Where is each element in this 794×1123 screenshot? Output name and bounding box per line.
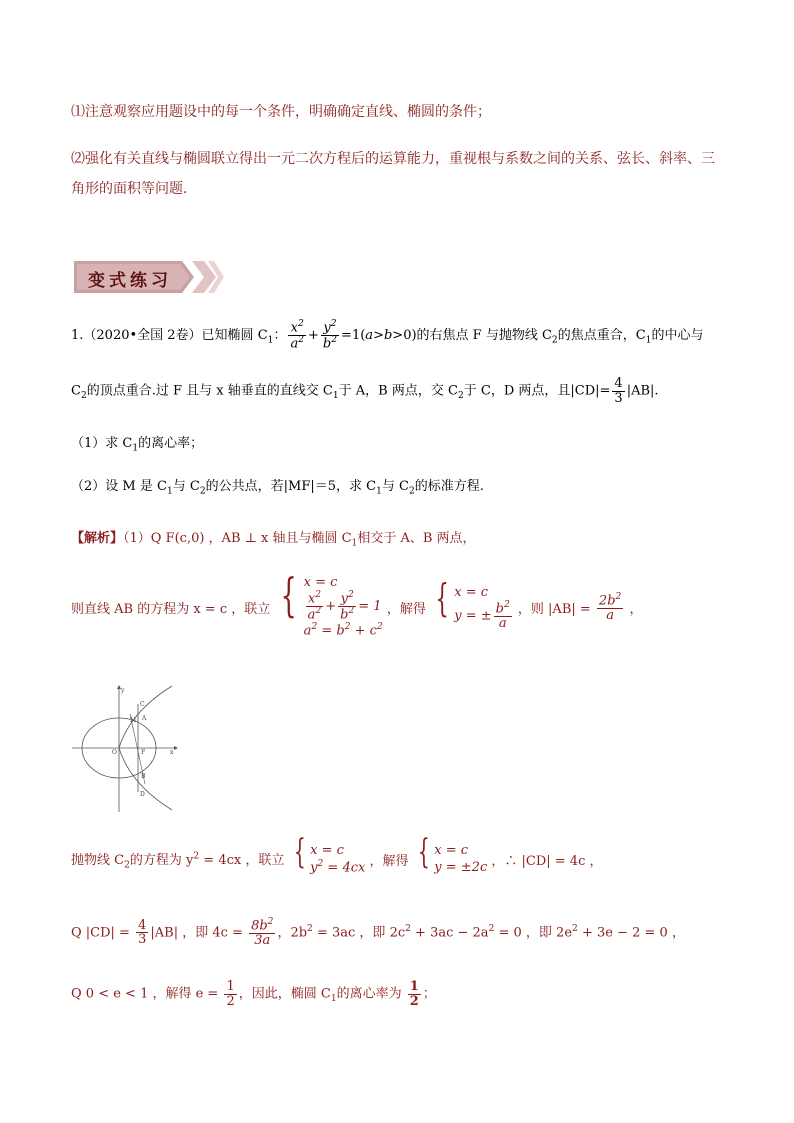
note-2-line-2: 角形的面积等问题． xyxy=(71,181,197,197)
note-2-line-1: ⑵强化有关直线与椭圆联立得出一元二次方程后的运算能力，重视根与系数之间的关系、弦长、斜率、三 xyxy=(71,151,715,167)
section-title: 变式练习 xyxy=(88,271,172,291)
ellipse-parabola-figure xyxy=(70,684,180,814)
problem-line-2: $C_2$的顶点重合.过 F 且与 x 轴垂直的直线交 $C_1$于 A，B 两点，交 $C_2$于 C，D 两点，且|CD|= $\frac{4}{3}$ |AB|. xyxy=(71,376,659,406)
svg-text:C: C xyxy=(140,701,145,708)
svg-text:x: x xyxy=(170,749,174,756)
question-1: （1）求 $C_1$的离心率； xyxy=(71,436,204,454)
solution-line-4: Q |CD| = $\frac{4}{3}$ |AB| ，即 4c = $\frac{8b^2}{3a}$ ，$2b^2 = 3ac$ ，即 $2c^2 + 3ac - 2a^2 = 0$ ，即 $2e^2 + 3e - 2 = 0$ ， xyxy=(71,917,685,948)
svg-text:F: F xyxy=(141,749,146,756)
svg-text:A: A xyxy=(142,715,147,722)
svg-text:M: M xyxy=(130,717,137,724)
svg-text:B: B xyxy=(141,773,146,780)
question-2: （2）设 M 是 $C_1$与 $C_2$的公共点，若|MF|＝5，求 $C_1$与 $C_2$的标准方程. xyxy=(71,479,484,497)
solution-line-3: 抛物线 $C_2$的方程为 $y^2 = 4cx$ ，联立 { x = c $y^2 = 4cx$ ，解得 { x = c y = ±2c ，∴ |CD| = 4c ， xyxy=(71,832,603,876)
svg-text:D: D xyxy=(140,791,145,798)
section-banner xyxy=(74,259,224,295)
problem-line-1: 1.（2020•全国 2卷）已知椭圆 $C_1$： $\frac{x^2}{a^2}$ + $\frac{y^2}{b^2}$ =1(a>b>0)的右焦点 F 与抛物线 $C_2$的焦点重合，$C_1$的中心与 xyxy=(71,319,704,352)
svg-text:y: y xyxy=(121,687,125,694)
svg-text:O: O xyxy=(112,749,117,756)
note-1: ⑴注意观察应用题设中的每一个条件，明确确定直线、椭圆的条件； xyxy=(71,104,491,120)
solution-line-5: Q 0 < e < 1 ，解得 e = $\frac{1}{2}$ ，因此，椭圆 $C_1$的离心率为 $\frac{1}{2}$ ； xyxy=(71,979,436,1009)
solution-line-2: 则直线 AB 的方程为 x = c ，联立 { x = c $\frac{x^2}{a^2}$ + $\frac{y^2}{b^2}$ = 1 $a^2 = b^2 + c^2$ ，解得 { x = c y = ± $\frac{b^2}{a}$ ，则 |AB| = $\frac{2b^2}{a}$ ， xyxy=(71,568,643,639)
solution-line-1: 【解析】（1）Q F(c,0) ，AB ⊥ x 轴且与椭圆 $C_1$相交于 A、B 两点， xyxy=(71,531,476,549)
solution-label: 【解析】 xyxy=(71,531,124,546)
